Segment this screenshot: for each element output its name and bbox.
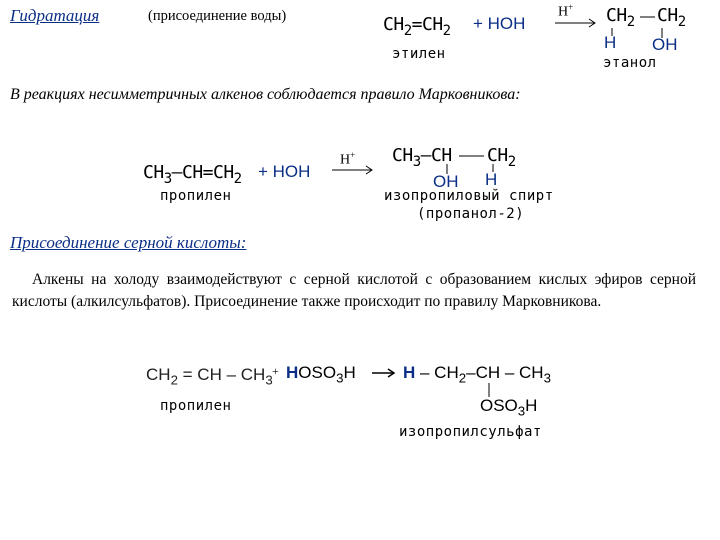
markovnikov-rule: В реакциях несимметричных алкенов соблюдается правило Марковникова:: [10, 86, 521, 103]
ethylene-label: этилен: [392, 46, 446, 62]
ethylene-formula: $CH_2=CH_2$: [383, 14, 451, 39]
propylene-formula-2: $CH_2$ = CH – $CH_3$: [146, 365, 273, 388]
section-title-hydration: Гидратация: [10, 6, 100, 25]
ethanol-c2: $CH_2$: [657, 5, 686, 30]
propylene-label-2: пропилен: [160, 398, 232, 414]
isopropanol-h: H: [485, 170, 498, 189]
sulfuric-paragraph: Алкены на холоду взаимодействуют с серной кислотой с образованием кислых эфиров серной кислоты (алкилсульфатов). Присоединение также происходит по правилу Марковникова.: [12, 271, 696, 310]
catalyst-label-2: H+: [340, 150, 356, 168]
ethanol-h: H: [604, 33, 617, 52]
isopropanol-oh: OH: [433, 172, 459, 191]
isopropyl-sulfate-label: изопропилсульфат: [399, 424, 542, 440]
isopropanol-c1: $CH_3-CH$: [392, 145, 452, 170]
propylene-formula: $CH_3-CH=CH_2$: [143, 162, 242, 187]
plus-acid: +: [272, 364, 279, 378]
reaction-arrow-1: [555, 19, 595, 27]
sulfuric-acid: $HOSO_3H$: [286, 363, 356, 386]
section-title-sulfuric: Присоединение серной кислоты:: [10, 233, 247, 252]
reaction-arrow-3: [372, 369, 394, 377]
isopropanol-label: изопропиловый спирт: [384, 188, 554, 204]
catalyst-label-1: H+: [558, 2, 574, 20]
isopropyl-sulfate-formula: H – $CH_2-CH - CH_3$: [403, 363, 551, 386]
isopropanol-c3: $CH_2$: [487, 145, 516, 170]
ethanol-c1: $CH_2$: [606, 5, 635, 30]
plus-water-2: + HOH: [258, 162, 311, 181]
hydration-note: (присоединение воды): [148, 8, 287, 24]
isopropyl-sulfate-oso3h: $OSO_3H$: [480, 396, 538, 419]
isopropanol-alt-label: (пропанол-2): [417, 206, 525, 222]
plus-water: + HOH: [473, 14, 526, 33]
reaction-arrow-2: [332, 166, 372, 174]
propylene-label: пропилен: [160, 188, 232, 204]
ethanol-label: этанол: [603, 55, 657, 71]
ethanol-oh: OH: [652, 35, 678, 54]
